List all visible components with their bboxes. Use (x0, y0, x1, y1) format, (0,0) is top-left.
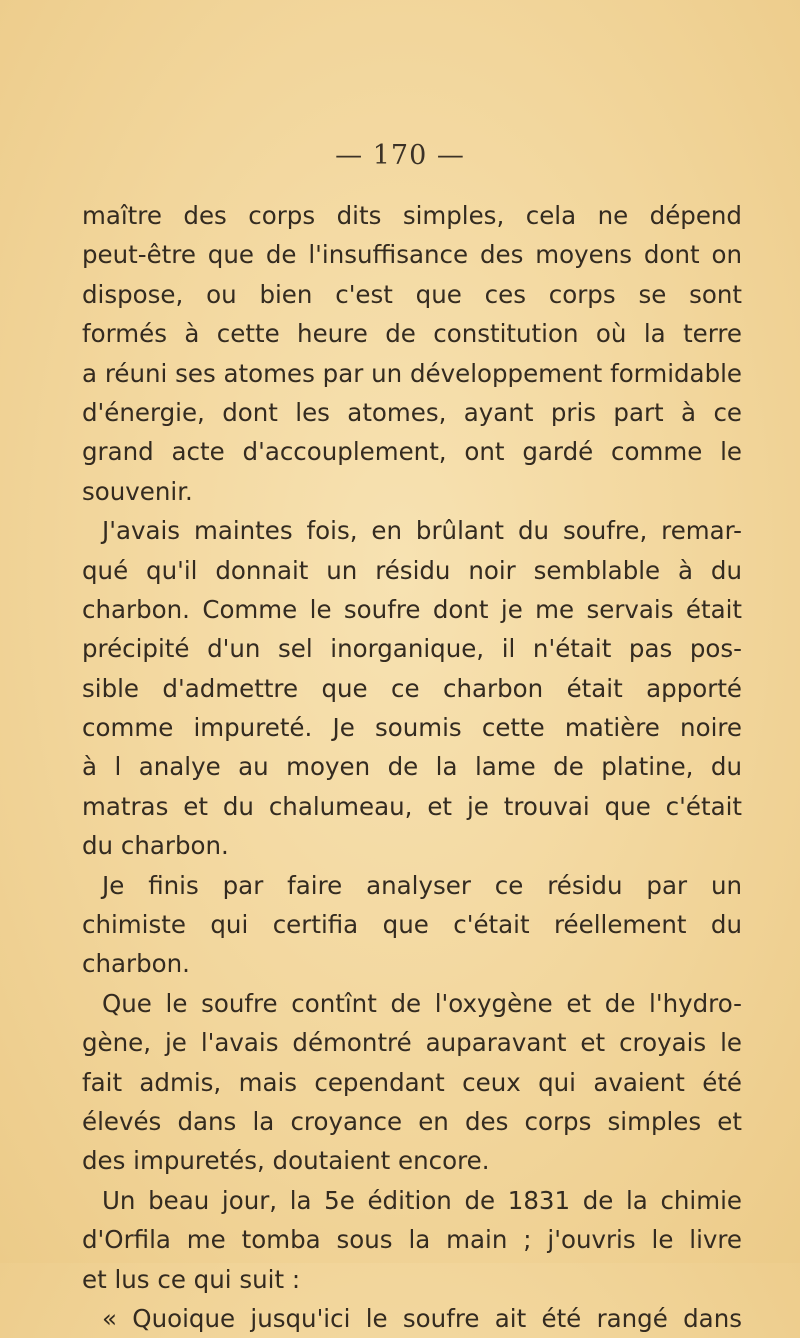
text-line: a réuni ses atomes par un développement formidable (82, 358, 742, 388)
text-line: d'Orfila me tomba sous la main ; j'ouvris le livre (82, 1225, 742, 1255)
text-line: élevés dans la croyance en des corps simples et (82, 1106, 742, 1136)
text-line: chimiste qui certifia que c'était réellement du (82, 910, 742, 940)
text-line: du charbon. (82, 831, 229, 861)
text-line: fait admis, mais cependant ceux qui avaient été (82, 1067, 742, 1097)
text-line: dispose, ou bien c'est que ces corps se sont (82, 279, 742, 309)
text-line: sible d'admettre que ce charbon était apporté (82, 673, 742, 703)
text-line: matras et du chalumeau, et je trouvai que c'était (82, 791, 742, 821)
text-line: formés à cette heure de constitution où la terre (82, 319, 742, 349)
text-line: précipité d'un sel inorganique, il n'était pas pos- (82, 634, 742, 664)
text-line: « Quoique jusqu'ici le soufre ait été rangé dans (102, 1303, 742, 1333)
text-line: et lus ce qui suit : (82, 1264, 301, 1294)
text-line: charbon. Comme le soufre dont je me servais était (82, 594, 742, 624)
text-line: des impuretés, doutaient encore. (82, 1146, 490, 1176)
page-number: — 170 — (335, 140, 465, 171)
text-line: souvenir. (82, 476, 193, 506)
text-line: maître des corps dits simples, cela ne dépend (82, 201, 742, 230)
text-line: comme impureté. Je soumis cette matière noire (82, 713, 742, 743)
text-line: grand acte d'accouplement, ont gardé comme le (82, 437, 742, 467)
text-line: J'avais maintes fois, en brûlant du soufre, remar- (102, 516, 742, 546)
text-line: gène, je l'avais démontré auparavant et croyais le (82, 1028, 742, 1058)
text-line: peut-être que de l'insuffisance des moyens dont on (82, 240, 742, 270)
text-line: Je finis par faire analyser ce résidu par un (102, 870, 742, 900)
body-text (82, 196, 742, 1338)
text-line: d'énergie, dont les atomes, ayant pris part à ce (82, 397, 742, 427)
text-line: Que le soufre contînt de l'oxygène et de l'hydro- (102, 988, 742, 1018)
text-line: Un beau jour, la 5e édition de 1831 de la chimie (102, 1185, 742, 1215)
text-line: qué qu'il donnait un résidu noir semblable à du (82, 555, 742, 585)
text-line: à l analye au moyen de la lame de platine, du (82, 752, 742, 782)
text-line: charbon. (82, 949, 190, 979)
